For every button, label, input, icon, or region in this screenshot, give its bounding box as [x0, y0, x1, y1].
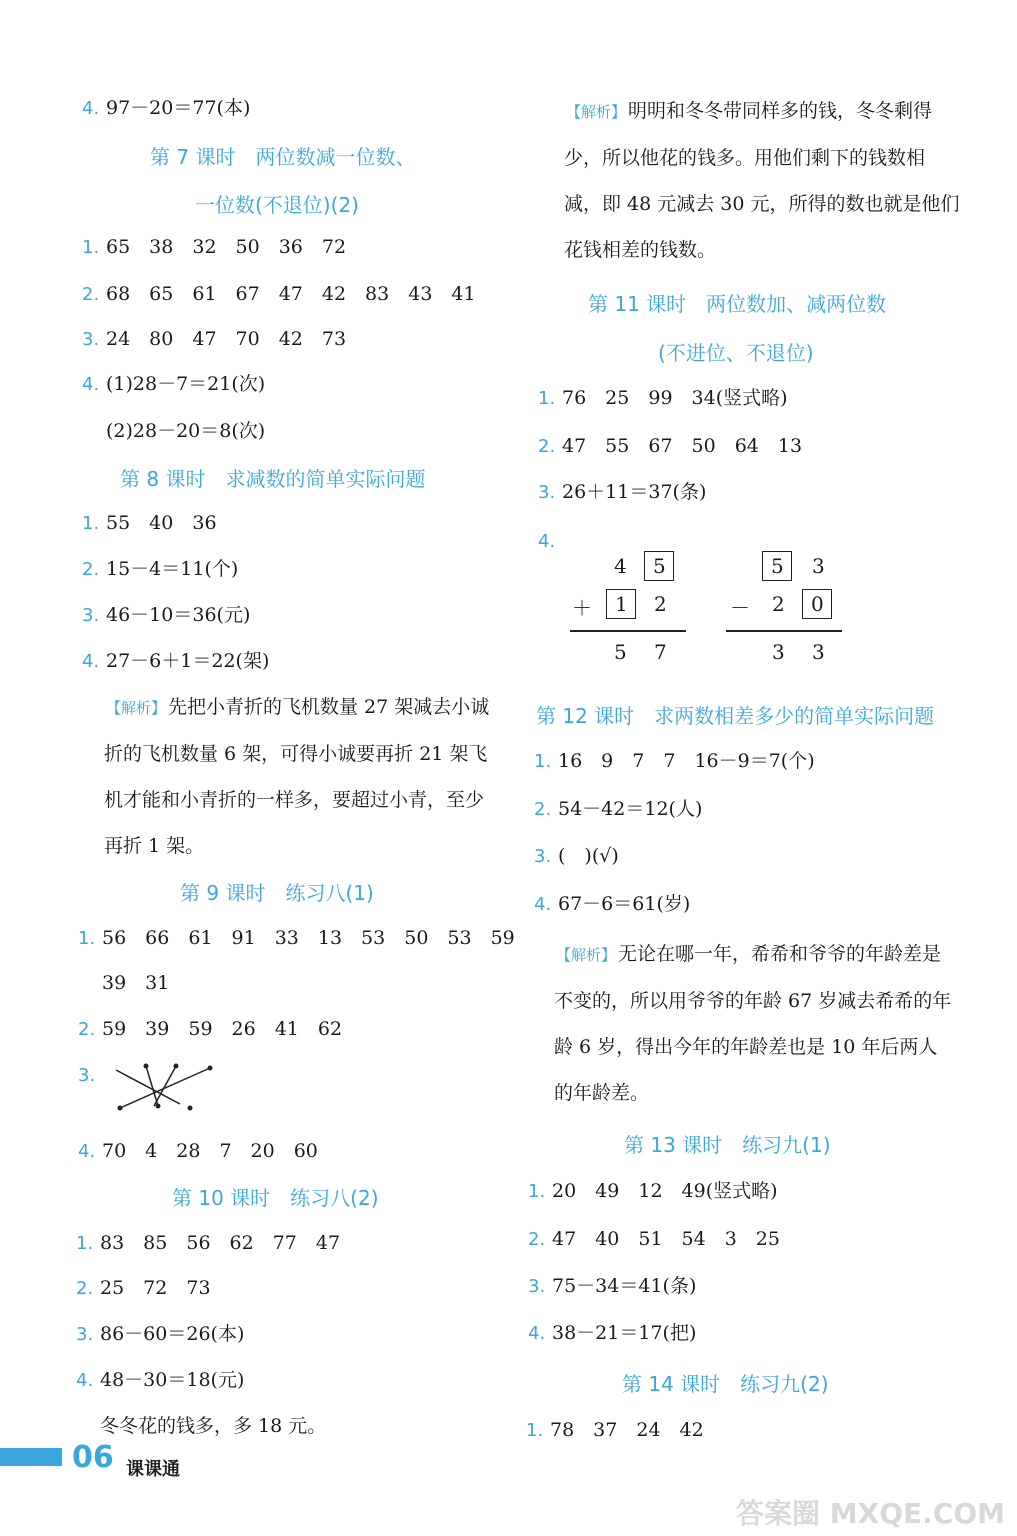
analysis-paragraph: 【解析】 明明和冬冬带同样多的钱，冬冬剩得少，所以他花的钱多。用他们剩下的钱数相减，即 48 元减去 30 元，所得的数也就是他们花钱相差的钱数。 — [564, 100, 960, 261]
analysis-tag: 【解析】 — [556, 946, 617, 964]
digit: 3 — [812, 554, 825, 578]
analysis-tag: 【解析】 — [106, 699, 167, 717]
answer-line: 3. ( )(√) — [534, 845, 619, 867]
lesson-heading: 第 13 课时 练习九(1) — [624, 1133, 831, 1157]
answer-line: 4. 38－21＝17(把) — [528, 1322, 697, 1344]
answer-line: 1. 56 66 61 91 33 13 53 50 53 59 — [78, 927, 515, 949]
answer-line: 3. 46－10＝36(元) — [82, 604, 251, 626]
difference-line — [726, 630, 842, 632]
answer-line: 4. — [538, 531, 556, 552]
digit: 7 — [654, 640, 667, 664]
page-number: 06 — [72, 1440, 114, 1475]
digit: 2 — [772, 592, 785, 616]
matching-lines-diagram — [110, 1060, 220, 1116]
digit: 4 — [614, 554, 627, 578]
analysis-paragraph: 【解析】 无论在哪一年，希希和爷爷的年龄差是不变的，所以用爷爷的年龄 67 岁减去希希的年龄 6 岁，得出今年的年龄差也是 10 年后两人的年龄差。 — [554, 943, 952, 1104]
answer-line: (2)28－20＝8(次) — [106, 420, 266, 442]
answer-line: 1. 20 49 12 49(竖式略) — [528, 1180, 778, 1202]
lesson-heading: 第 12 课时 求两数相差多少的简单实际问题 — [536, 704, 935, 728]
answer-line: 4. 48－30＝18(元) — [76, 1369, 245, 1391]
lesson-heading: 第 7 课时 两位数减一位数、 — [150, 145, 416, 169]
answer-line: 3. 86－60＝26(本) — [76, 1323, 245, 1345]
digit: 5 — [614, 640, 627, 664]
answer-line: 冬冬花的钱多，多 18 元。 — [100, 1415, 327, 1437]
answer-line: 3. — [78, 1065, 96, 1086]
analysis-paragraph: 【解析】 先把小青折的飞机数量 27 架减去小诚折的飞机数量 6 架，可得小诚要再折 21 架飞机才能和小青折的一样多，要超过小青，至少再折 1 架。 — [104, 696, 490, 857]
lesson-heading: (不进位、不退位) — [658, 341, 814, 365]
answer-line: 3. 26＋11＝37(条) — [538, 481, 707, 503]
plus-sign: ＋ — [572, 596, 592, 620]
answer-line: 4. 97－20＝77(本) — [82, 97, 251, 119]
watermark: 答案圈 MXQE.COM — [736, 1497, 1005, 1530]
lesson-heading: 第 11 课时 两位数加、减两位数 — [588, 292, 887, 316]
answer-line: 4. (1)28－7＝21(次) — [82, 373, 266, 395]
vertical-subtraction — [722, 548, 852, 668]
analysis-tag: 【解析】 — [566, 103, 627, 121]
sum-line — [570, 630, 686, 632]
answer-line: 2. 47 55 67 50 64 13 — [538, 435, 803, 457]
answer-line: 4. 67－6＝61(岁) — [534, 893, 691, 915]
answer-line: 3. 24 80 47 70 42 73 — [82, 328, 347, 350]
lesson-heading: 一位数(不退位)(2) — [195, 193, 359, 217]
digit: 1 — [615, 592, 628, 616]
brand-name: 课课通 — [126, 1459, 180, 1480]
answer-line: 2. 15－4＝11(个) — [82, 558, 239, 580]
answer-line: 2. 68 65 61 67 47 42 83 43 41 — [82, 283, 476, 305]
answer-line: 2. 54－42＝12(人) — [534, 798, 703, 820]
digit: 3 — [772, 640, 785, 664]
answer-line: 1. 55 40 36 — [82, 512, 217, 534]
lesson-heading: 第 9 课时 练习八(1) — [180, 881, 374, 905]
answer-line: 4. 27－6＋1＝22(架) — [82, 650, 270, 672]
digit: 5 — [653, 554, 666, 578]
answer-line: 2. 59 39 59 26 41 62 — [78, 1018, 343, 1040]
answer-line: 4. 70 4 28 7 20 60 — [78, 1140, 318, 1162]
digit: 0 — [811, 592, 824, 616]
answer-line: 3. 75－34＝41(条) — [528, 1275, 697, 1297]
answer-line: 2. 47 40 51 54 3 25 — [528, 1228, 780, 1250]
minus-sign: － — [730, 596, 750, 620]
lesson-heading: 第 14 课时 练习九(2) — [622, 1372, 829, 1396]
answer-line: 1. 78 37 24 42 — [526, 1419, 704, 1441]
digit: 3 — [812, 640, 825, 664]
answer-line: 1. 65 38 32 50 36 72 — [82, 236, 347, 258]
vertical-addition — [564, 548, 694, 668]
digit: 2 — [654, 592, 667, 616]
answer-line: 1. 76 25 99 34(竖式略) — [538, 387, 788, 409]
answer-line: 1. 16 9 7 7 16－9＝7(个) — [534, 750, 815, 772]
answer-line: 2. 25 72 73 — [76, 1277, 211, 1299]
lesson-heading: 第 8 课时 求减数的简单实际问题 — [120, 467, 426, 491]
footer-accent-bar — [0, 1448, 62, 1466]
digit: 5 — [771, 554, 784, 578]
answer-line: 1. 83 85 56 62 77 47 — [76, 1232, 341, 1254]
lesson-heading: 第 10 课时 练习八(2) — [172, 1186, 379, 1210]
answer-line: 39 31 — [102, 972, 170, 994]
